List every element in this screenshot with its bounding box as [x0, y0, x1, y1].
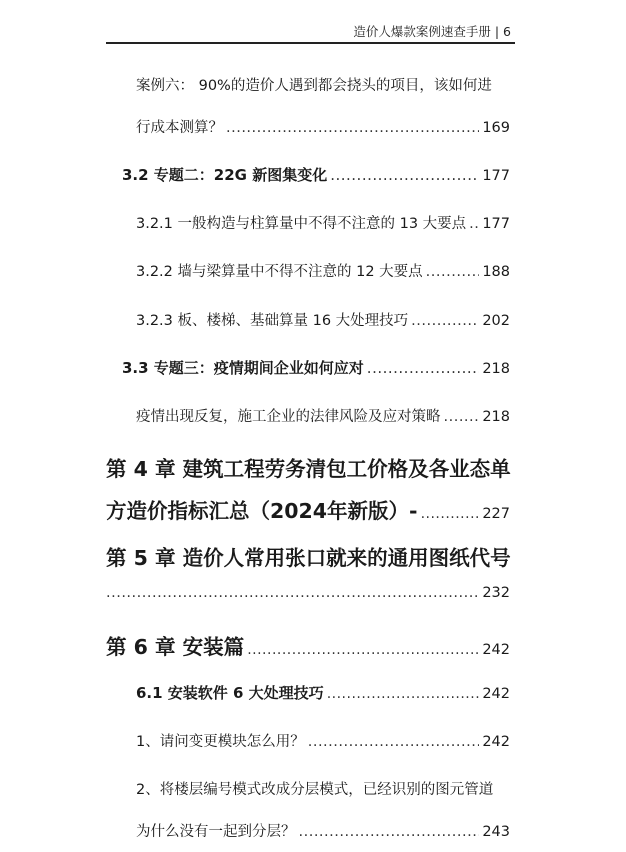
- toc-entry-text: 行成本测算？: [136, 120, 223, 136]
- toc-page-number: 218: [482, 409, 510, 425]
- toc-entry-question-1[interactable]: [136, 730, 510, 751]
- header-title: 造价人爆款案例速查手册: [353, 24, 491, 39]
- page-header: [106, 18, 515, 44]
- toc-entry-text: 3.2.1 一般构造与柱算量中不得不注意的 13 大要点: [136, 216, 467, 232]
- toc-leader-dots: [411, 313, 479, 329]
- toc-entry-text: 方造价指标汇总（2024年新版）-: [106, 499, 418, 523]
- toc-chapter-6[interactable]: [106, 630, 510, 660]
- toc-entry-text: 6.1 安装软件 6 大处理技巧: [136, 684, 324, 702]
- toc-page-number: 242: [482, 686, 510, 702]
- toc-entry-text: 3.3 专题三：疫情期间企业如何应对: [122, 359, 364, 377]
- toc-page-number: 242: [482, 642, 510, 658]
- toc-leader-dots: [421, 506, 480, 522]
- toc-entry-text: 疫情出现反复，施工企业的法律风险及应对策略: [136, 409, 441, 425]
- toc-entry-case6-line1[interactable]: 案例六： 90%的造价人遇到都会挠头的项目，该如何进: [136, 78, 492, 94]
- toc-section-3-3[interactable]: [122, 357, 510, 378]
- toc-entry-text: 3.2.3 板、楼梯、基础算量 16 大处理技巧: [136, 313, 409, 329]
- toc-leader-dots: [327, 686, 480, 702]
- toc-section-3-2-2[interactable]: [136, 260, 510, 281]
- toc-entry-case6[interactable]: [136, 116, 510, 137]
- toc-leader-dots: [426, 264, 480, 280]
- toc-leader-dots: [330, 166, 479, 184]
- toc-page-number: 202: [482, 313, 510, 329]
- toc-chapter-5[interactable]: [106, 585, 510, 601]
- toc-page-number: 169: [482, 120, 510, 136]
- toc-leader-dots: [308, 734, 480, 750]
- toc-entry-text: 3.2 专题二：22G 新图集变化: [122, 166, 328, 184]
- toc-section-3-2-1[interactable]: [136, 212, 510, 233]
- toc-entry-epidemic-legal-risk[interactable]: [136, 405, 510, 426]
- toc-leader-dots: [367, 359, 480, 377]
- toc-page-number: 218: [482, 361, 510, 377]
- toc-page-number: 232: [482, 585, 510, 601]
- toc-page-number: 188: [482, 264, 510, 280]
- toc-page-number: 177: [482, 216, 510, 232]
- toc-section-6-1[interactable]: [136, 682, 510, 703]
- toc-entry-text: 第 6 章 安装篇: [106, 635, 245, 659]
- toc-entry-text: 1、请问变更模块怎么用？: [136, 734, 305, 750]
- toc-page-number: 243: [482, 824, 510, 840]
- toc-entry-text: 为什么没有一起到分层？: [136, 824, 296, 840]
- header-page-number: | 6: [494, 24, 511, 39]
- toc-section-3-2[interactable]: [122, 164, 510, 185]
- toc-leader-dots: [469, 216, 479, 232]
- toc-section-3-2-3[interactable]: [136, 309, 510, 330]
- toc-leader-dots: [226, 120, 479, 136]
- toc-leader-dots: [299, 824, 480, 840]
- toc-leader-dots: [106, 585, 479, 601]
- toc-leader-dots: [247, 642, 479, 658]
- toc-entry-text: 3.2.2 墙与梁算量中不得不注意的 12 大要点: [136, 264, 423, 280]
- toc-chapter-5-line1[interactable]: 第 5 章 造价人常用张口就来的通用图纸代号: [106, 546, 511, 570]
- toc-leader-dots: [444, 409, 480, 425]
- toc-chapter-4[interactable]: [106, 494, 510, 524]
- toc-entry-question-2-line1[interactable]: 2、将楼层编号模式改成分层模式，已经识别的图元管道: [136, 782, 494, 798]
- toc-page-number: 227: [482, 506, 510, 522]
- toc-entry-question-2[interactable]: [136, 820, 510, 841]
- toc-page-number: 242: [482, 734, 510, 750]
- toc-chapter-4-line1[interactable]: 第 4 章 建筑工程劳务清包工价格及各业态单: [106, 457, 511, 481]
- toc-page-number: 177: [482, 168, 510, 184]
- header-title-and-page: [353, 22, 511, 40]
